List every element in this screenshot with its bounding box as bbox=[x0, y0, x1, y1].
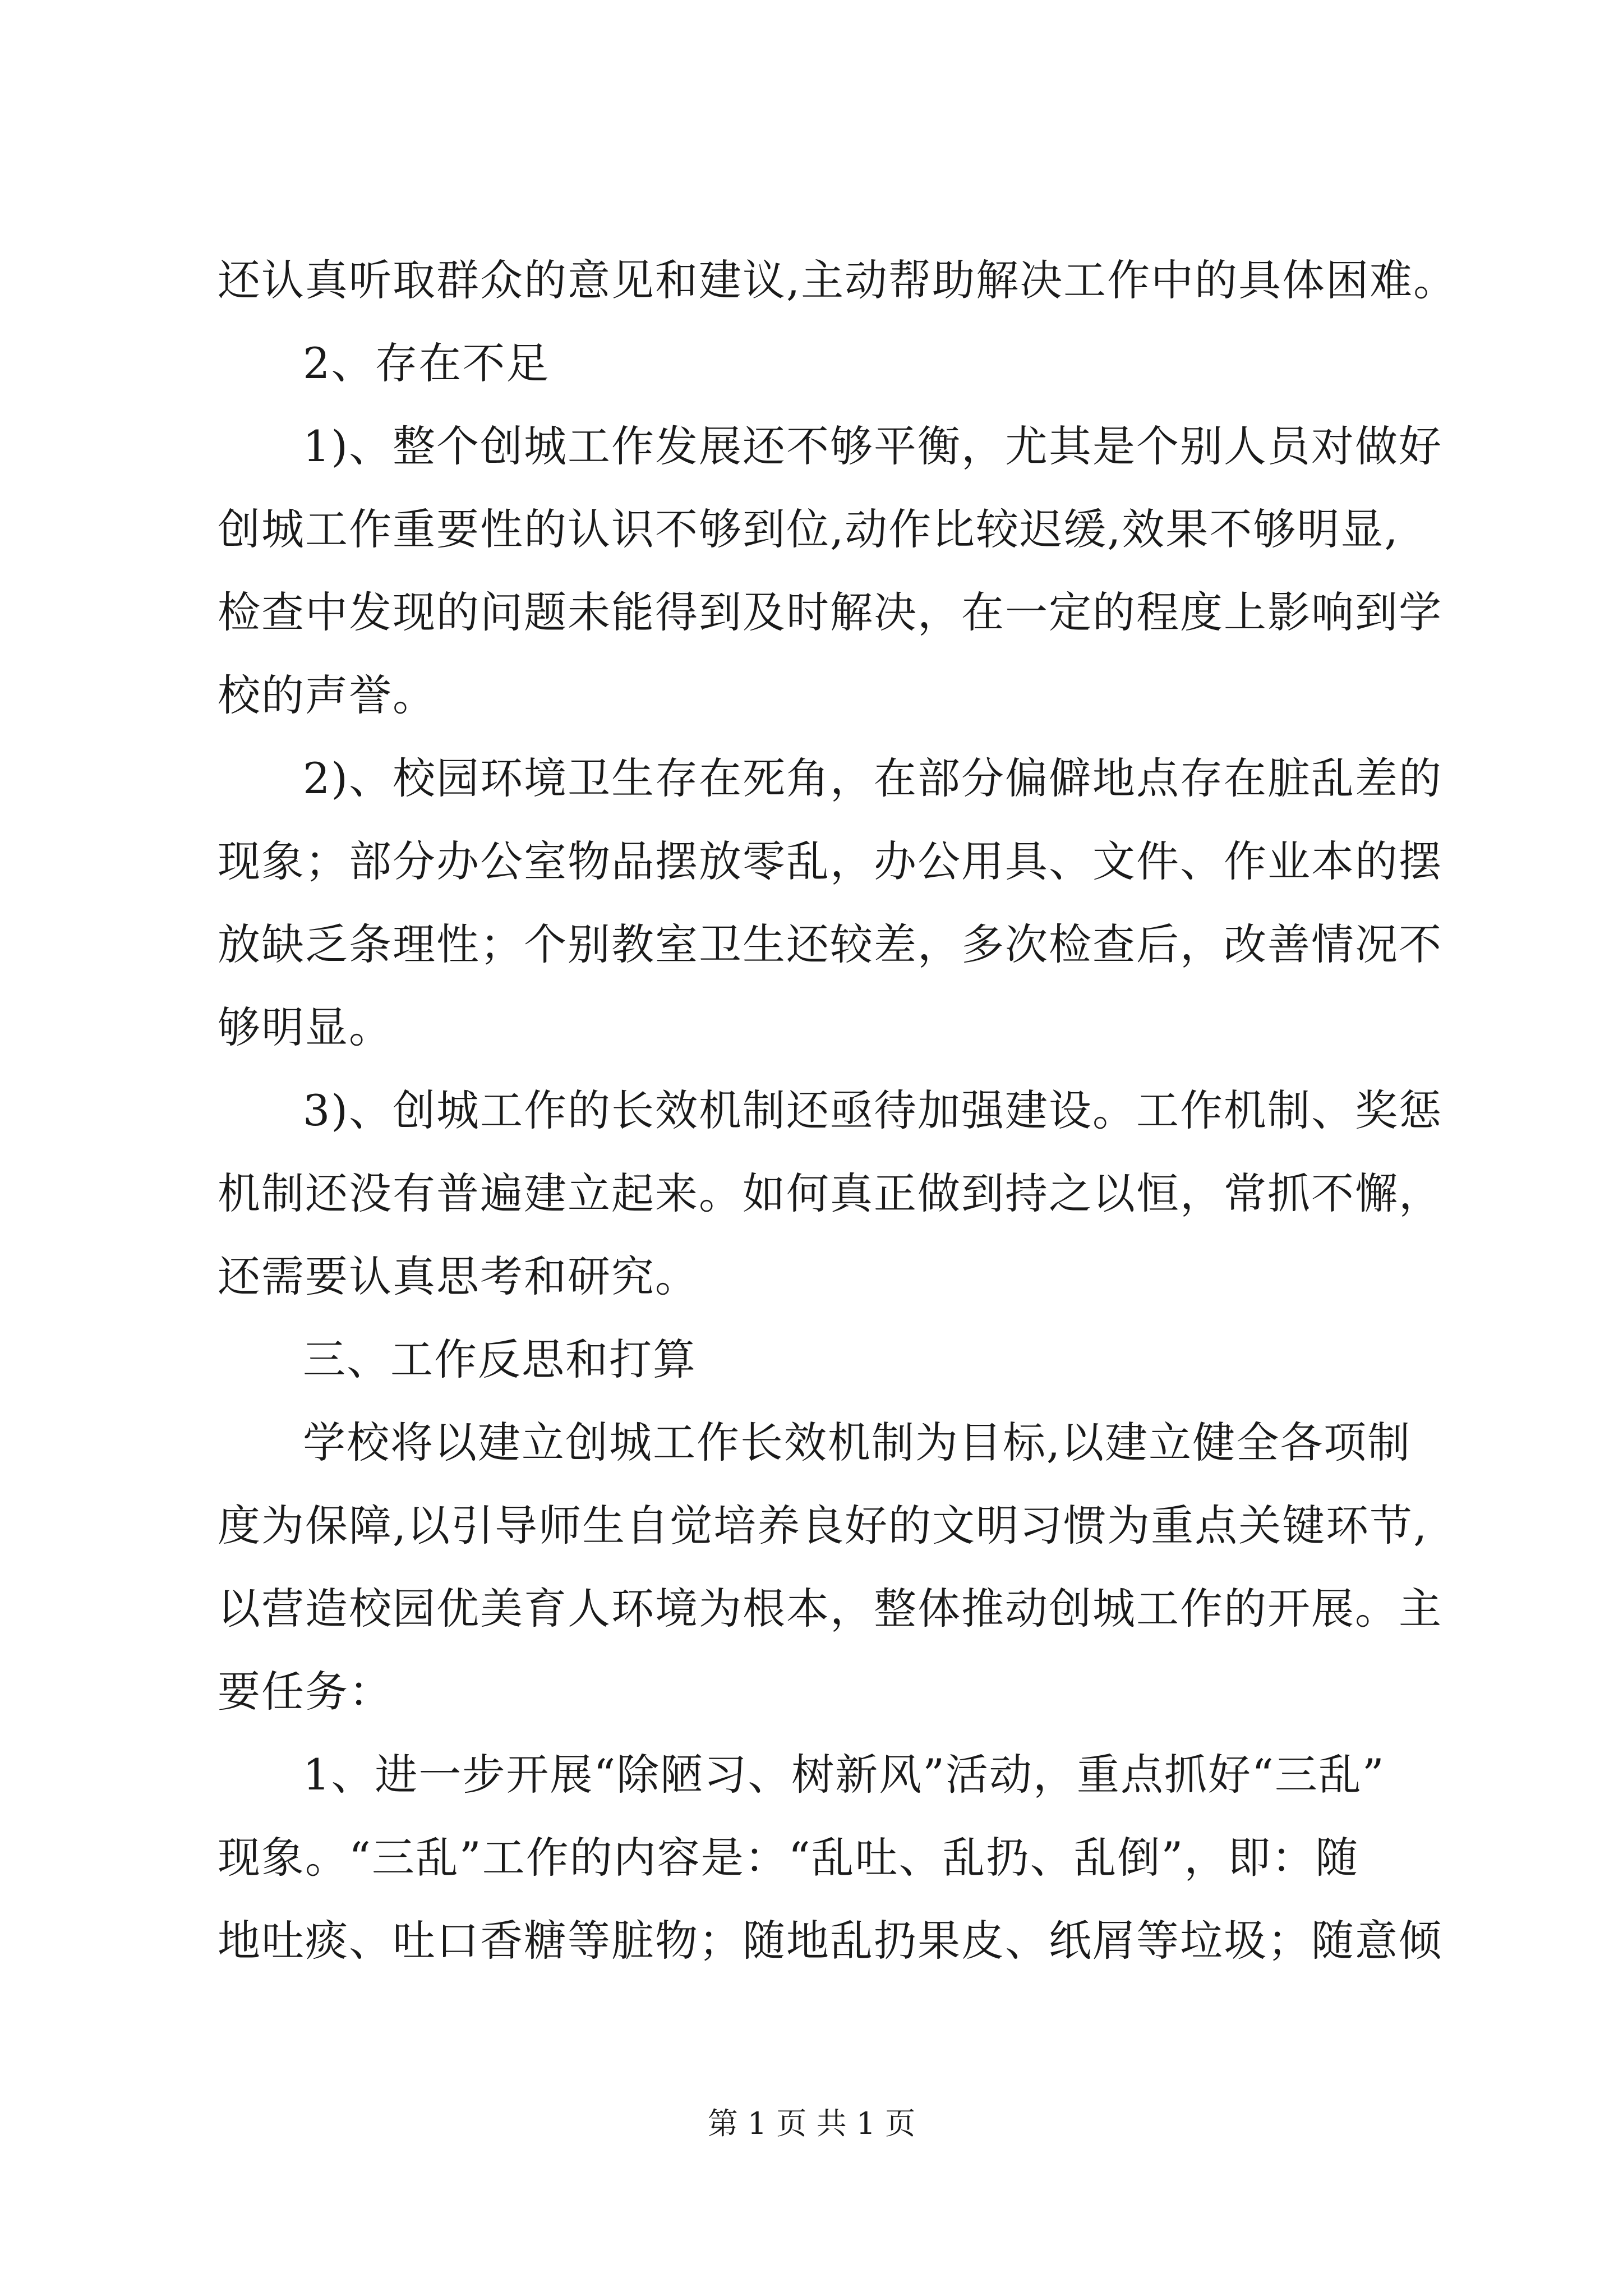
text-line: 1)、整个创城工作发展还不够平衡，尤其是个别人员对做好 bbox=[303, 421, 1443, 471]
text-line: 还需要认真思考和研究。 bbox=[218, 1251, 699, 1301]
text-line: 要任务： bbox=[218, 1667, 393, 1717]
page-number-footer: 第 1 页 共 1 页 bbox=[707, 2106, 916, 2141]
text-line: 创城工作重要性的认识不够到位,动作比较迟缓,效果不够明显, bbox=[218, 504, 1399, 554]
text-line: 地吐痰、吐口香糖等脏物；随地乱扔果皮、纸屑等垃圾；随意倾 bbox=[218, 1916, 1442, 1966]
text-line: 现象。“三乱”工作的内容是：“乱吐、乱扔、乱倒”，即：随 bbox=[218, 1833, 1359, 1883]
text-line: 现象；部分办公室物品摆放零乱，办公用具、文件、作业本的摆 bbox=[218, 836, 1442, 886]
text-line: 3)、创城工作的长效机制还亟待加强建设。工作机制、奖惩 bbox=[303, 1085, 1443, 1135]
text-line: 1、进一步开展“除陋习、树新风”活动，重点抓好“三乱” bbox=[303, 1750, 1385, 1800]
section-heading: 三、工作反思和打算 bbox=[303, 1335, 697, 1384]
section-heading: 2、存在不足 bbox=[303, 338, 550, 388]
text-line: 校的声誉。 bbox=[218, 670, 436, 720]
text-line: 学校将以建立创城工作长效机制为目标,以建立健全各项制 bbox=[303, 1418, 1412, 1467]
text-line: 以营造校园优美育人环境为根本，整体推动创城工作的开展。主 bbox=[218, 1584, 1442, 1634]
text-line: 机制还没有普遍建立起来。如何真正做到持之以恒，常抓不懈， bbox=[218, 1168, 1442, 1218]
text-line: 检查中发现的问题未能得到及时解决，在一定的程度上影响到学 bbox=[218, 587, 1442, 637]
text-line: 2)、校园环境卫生存在死角，在部分偏僻地点存在脏乱差的 bbox=[303, 753, 1443, 803]
text-line: 够明显。 bbox=[218, 1002, 393, 1052]
text-line: 还认真听取群众的意见和建议,主动帮助解决工作中的具体困难。 bbox=[218, 255, 1458, 305]
text-line: 放缺乏条理性；个别教室卫生还较差，多次检查后，改善情况不 bbox=[218, 919, 1442, 969]
text-line: 度为保障,以引导师生自觉培养良好的文明习惯为重点关键环节, bbox=[218, 1501, 1428, 1550]
